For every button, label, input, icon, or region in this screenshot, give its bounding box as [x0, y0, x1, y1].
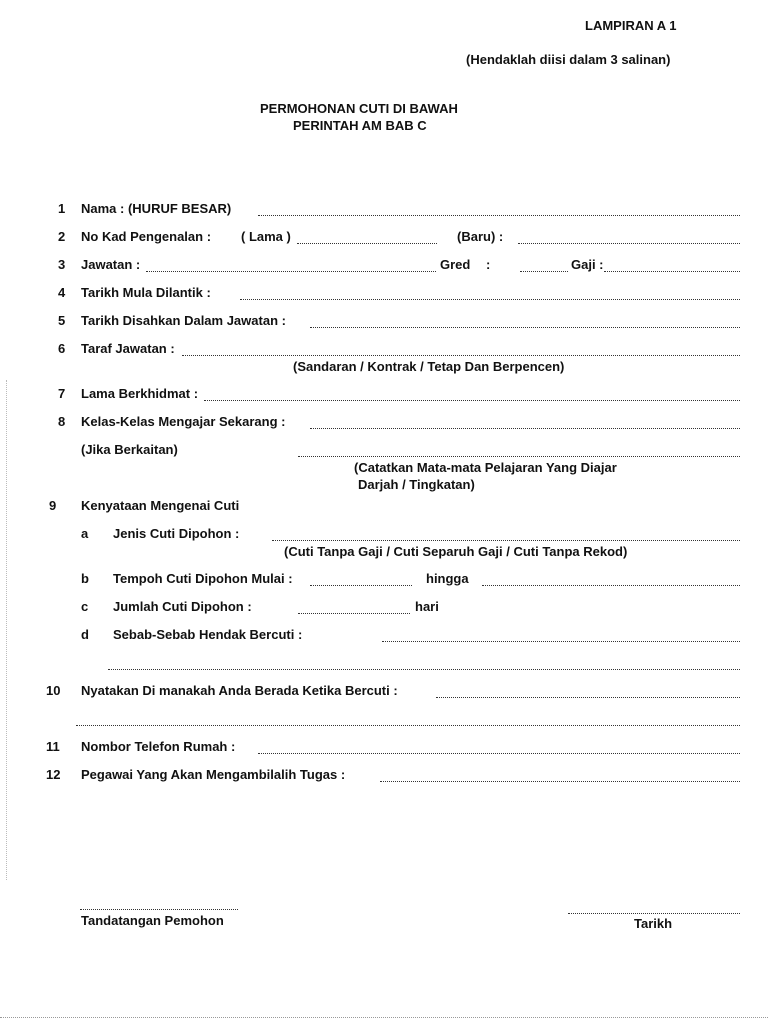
scan-edge-mark: [6, 380, 7, 880]
leave-type-note: (Cuti Tanpa Gaji / Cuti Separuh Gaji / Cuti Tanpa Rekod): [284, 544, 628, 559]
form-title-line2: PERINTAH AM BAB C: [293, 118, 427, 133]
item-number: 7: [58, 386, 66, 401]
item-number: 8: [58, 414, 66, 429]
item-number: 4: [58, 285, 66, 300]
item-number: 3: [58, 257, 66, 272]
appointment-date-label: Tarikh Mula Dilantik :: [81, 285, 211, 300]
leave-statement-heading: Kenyataan Mengenai Cuti: [81, 498, 240, 513]
grade-label: Gred: [440, 257, 471, 272]
replacement-officer-label: Pegawai Yang Akan Mengambilalih Tugas :: [81, 767, 346, 782]
teaching-classes-field[interactable]: [310, 428, 740, 429]
leave-reason-label: Sebab-Sebab Hendak Bercuti :: [113, 627, 303, 642]
leave-reason-field-2[interactable]: [108, 669, 740, 670]
salary-field[interactable]: [604, 271, 740, 272]
replacement-officer-field[interactable]: [380, 781, 740, 782]
leave-end-field[interactable]: [482, 585, 740, 586]
ic-new-label: (Baru) :: [457, 229, 504, 244]
ic-old-field[interactable]: [297, 243, 437, 244]
leave-location-field[interactable]: [436, 697, 740, 698]
position-status-field[interactable]: [182, 355, 740, 356]
item-number: 2: [58, 229, 66, 244]
item-number: 6: [58, 341, 66, 356]
position-field[interactable]: [146, 271, 436, 272]
bottom-rule: [0, 1017, 768, 1018]
teaching-classes-note-2: Darjah / Tingkatan): [358, 477, 475, 492]
sub-item-letter: b: [81, 571, 89, 586]
sub-item-letter: a: [81, 526, 89, 541]
teaching-classes-field-2[interactable]: [298, 456, 740, 457]
item-number: 9: [49, 498, 57, 513]
date-field[interactable]: [568, 913, 740, 914]
copies-note: (Hendaklah diisi dalam 3 salinan): [466, 52, 671, 67]
grade-colon: :: [486, 257, 491, 272]
leave-reason-field[interactable]: [382, 641, 740, 642]
lampiran-label: LAMPIRAN A 1: [585, 18, 677, 33]
confirmation-date-field[interactable]: [310, 327, 740, 328]
item-number: 11: [46, 739, 60, 754]
position-label: Jawatan :: [81, 257, 141, 272]
item-number: 1: [58, 201, 66, 216]
leave-total-label: Jumlah Cuti Dipohon :: [113, 599, 252, 614]
signature-label: Tandatangan Pemohon: [81, 913, 224, 928]
leave-location-label: Nyatakan Di manakah Anda Berada Ketika Bercuti :: [81, 683, 398, 698]
leave-total-field[interactable]: [298, 613, 410, 614]
grade-field[interactable]: [520, 271, 568, 272]
name-field[interactable]: [258, 215, 740, 216]
leave-start-field[interactable]: [310, 585, 412, 586]
signature-field[interactable]: [80, 909, 238, 910]
position-status-note: (Sandaran / Kontrak / Tetap Dan Berpencen): [293, 359, 565, 374]
item-number: 5: [58, 313, 66, 328]
leave-start-label: Tempoh Cuti Dipohon Mulai :: [113, 571, 293, 586]
leave-until-label: hingga: [426, 571, 469, 586]
ic-label: No Kad Pengenalan :: [81, 229, 212, 244]
salary-label: Gaji :: [571, 257, 604, 272]
home-phone-field[interactable]: [258, 753, 740, 754]
item-number: 12: [46, 767, 61, 782]
leave-location-field-2[interactable]: [76, 725, 740, 726]
leave-type-label: Jenis Cuti Dipohon :: [113, 526, 240, 541]
name-label: Nama : (HURUF BESAR): [81, 201, 232, 216]
confirmation-date-label: Tarikh Disahkan Dalam Jawatan :: [81, 313, 286, 328]
home-phone-label: Nombor Telefon Rumah :: [81, 739, 236, 754]
teaching-classes-note-1: (Catatkan Mata-mata Pelajaran Yang Diajar: [354, 460, 617, 475]
leave-days-unit: hari: [415, 599, 439, 614]
service-length-field[interactable]: [204, 400, 740, 401]
appointment-date-field[interactable]: [240, 299, 740, 300]
date-label: Tarikh: [634, 916, 673, 931]
teaching-classes-label: Kelas-Kelas Mengajar Sekarang :: [81, 414, 286, 429]
teaching-classes-sublabel: (Jika Berkaitan): [81, 442, 178, 457]
sub-item-letter: c: [81, 599, 89, 614]
form-title-line1: PERMOHONAN CUTI DI BAWAH: [260, 101, 458, 116]
leave-type-field[interactable]: [272, 540, 740, 541]
ic-new-field[interactable]: [518, 243, 740, 244]
item-number: 10: [46, 683, 61, 698]
sub-item-letter: d: [81, 627, 89, 642]
position-status-label: Taraf Jawatan :: [81, 341, 175, 356]
service-length-label: Lama Berkhidmat :: [81, 386, 199, 401]
ic-old-label: ( Lama ): [241, 229, 291, 244]
